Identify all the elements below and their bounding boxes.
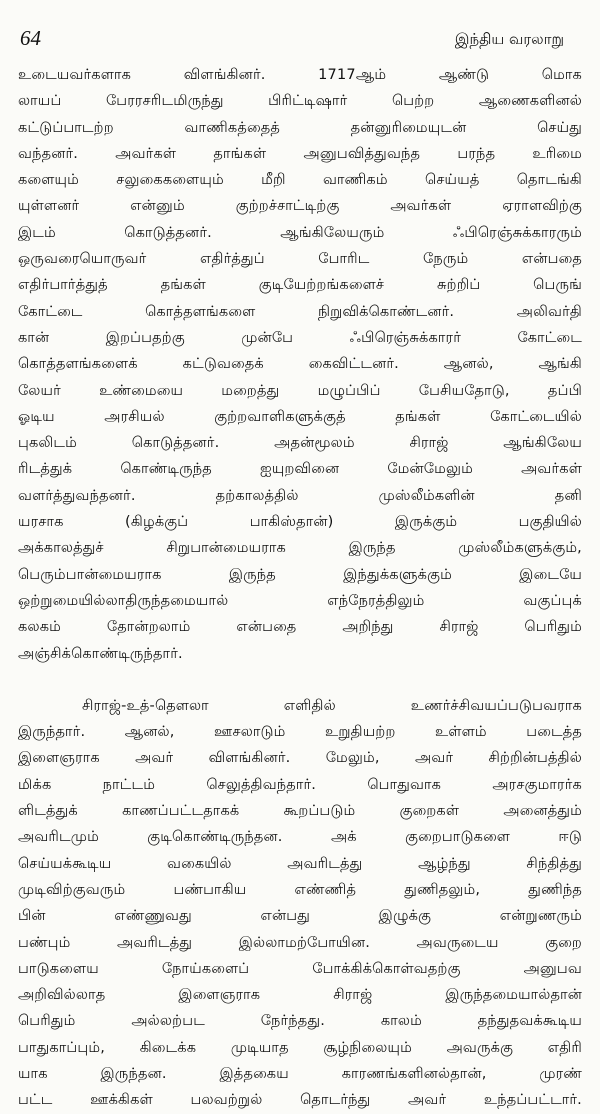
text-line: ஒற்றுமையில்லாதிருந்தமையால் எந்நேரத்திலும் வகுப்புக்	[18, 592, 582, 609]
text-line: சிராஜ்-உத்-தௌலா எளிதில் உணர்ச்சிவயப்படுபவராக	[82, 697, 582, 714]
text-line: பின் எண்ணுவது என்பது இழுக்கு என்றுணரும்	[18, 908, 582, 925]
text-line: அக்காலத்துச் சிறுபான்மையராக இருந்த முஸ்லீம்களுக்கும்,	[18, 540, 582, 557]
paragraph-1	[18, 62, 582, 667]
text-line: ளிடத்துக் காணப்பட்டதாகக் கூறப்படும் குறைகள் அனைத்தும்	[18, 803, 582, 820]
text-line: லாயப் பேரரசரிடமிருந்து பிரிட்டிஷார் பெற்ற ஆணைகளினல்	[18, 93, 582, 110]
paragraph-2	[18, 693, 582, 1114]
text-line: ரிடத்துக் கொண்டிருந்த ஐயுறவினை மேன்மேலும் அவர்கள்	[18, 461, 582, 478]
text-line: ஓடிய அரசியல் குற்றவாளிகளுக்குத் தங்கள் கோட்டையில்	[18, 408, 582, 425]
text-line: இளைஞராக அவர் விளங்கினர். மேலும், அவர் சிற்றின்பத்தில்	[18, 750, 582, 767]
text-line: புகலிடம் கொடுத்தனர். அதன்மூலம் சிராஜ் ஆங்கிலேய	[18, 435, 582, 452]
text-line: அவரிடமும் குடிகொண்டிருந்தன. அக் குறைபாடுகளை ஈடு	[18, 829, 582, 846]
text-line: வந்தனர். அவர்கள் தாங்கள் அனுபவித்துவந்த பரந்த உரிமை	[18, 145, 582, 162]
text-line: கோட்டை கொத்தளங்களை நிறுவிக்கொண்டனர். அலிவர்தி	[18, 303, 582, 320]
text-line: கொத்தளங்களைக் கட்டுவதைக் கைவிட்டனர். ஆனல், ஆங்கி	[18, 356, 582, 373]
text-line: பண்பும் அவரிடத்து இல்லாமற்போயின. அவருடைய குறை	[18, 934, 582, 951]
text-line: கலகம் தோன்றலாம் என்பதை அறிந்து சிராஜ் பெரிதும்	[18, 619, 582, 636]
text-line: மிக்க நாட்டம் செலுத்திவந்தார். பொதுவாக அரசகுமாரர்க	[18, 776, 582, 793]
text-line: ஒருவரையொருவர் எதிர்த்துப் போரிட நேரும் என்பதை	[18, 251, 582, 268]
text-line: பெரிதும் அல்லற்பட நேர்ந்தது. காலம் தந்துதவக்கூடிய	[18, 1013, 582, 1030]
text-line: பாடுகளைய நோய்களைப் போக்கிக்கொள்வதற்கு அனுபவ	[18, 960, 582, 977]
text-line: வளர்த்துவந்தனர். தற்காலத்தில் முஸ்லீம்களின் தனி	[18, 487, 582, 504]
text-line: முடிவிற்குவரும் பண்பாகிய எண்ணித் துணிதலும், துணிந்த	[18, 881, 582, 898]
text-line: யரசாக (கிழக்குப் பாகிஸ்தான்) இருக்கும் பகுதியில்	[18, 514, 582, 531]
text-line: அறிவில்லாத இளைஞராக சிராஜ் இருந்தமையால்தான்	[18, 987, 582, 1004]
text-line: எதிர்பார்த்துத் தங்கள் குடியேற்றங்களைச் சுற்றிப் பெருங்	[18, 277, 582, 294]
text-line: பாதுகாப்பும், கிடைக்க முடியாத சூழ்நிலையும் அவருக்கு எதிரி	[18, 1039, 582, 1056]
text-line: செய்யக்கூடிய வகையில் அவரிடத்து ஆழ்ந்து சிந்தித்து	[18, 855, 582, 872]
text-line: இடம் கொடுத்தனர். ஆங்கிலேயரும் ஃபிரெஞ்சுக்காரரும்	[18, 224, 582, 241]
text-line: யாக இருந்தன. இத்தகைய காரணங்களினல்தான், முரண்	[18, 1065, 582, 1082]
text-line: கான் இறப்பதற்கு முன்பே ஃபிரெஞ்சுக்காரர் கோட்டை	[18, 329, 582, 346]
text-line: களையும் சலுகைகளையும் மீறி வாணிகம் செய்யத் தொடங்கி	[18, 172, 582, 189]
text-line: கட்டுப்பாடற்ற வாணிகத்தைத் தன்னுரிமையுடன் செய்து	[18, 119, 582, 136]
paragraph-gap	[18, 667, 582, 693]
page-number: 64	[20, 26, 41, 50]
text-line: அஞ்சிக்கொண்டிருந்தார்.	[18, 645, 183, 662]
page-header	[18, 22, 582, 62]
running-title: இந்திய வரலாறு	[454, 30, 564, 48]
text-line: லேயர் உண்மையை மறைத்து மழுப்பிப் பேசியதோடு, தப்பி	[18, 382, 582, 399]
text-line: உடையவர்களாக விளங்கினர். 1717ஆம் ஆண்டு மொக	[18, 67, 582, 83]
text-line: பெரும்பான்மையராக இருந்த இந்துக்களுக்கும் இடையே	[18, 566, 582, 583]
text-line: பட்ட ஊக்கிகள் பலவற்றுல் தொடர்ந்து அவர் உந்தப்பட்டார்.	[18, 1092, 582, 1109]
text-line: யுள்ளனர் என்னும் குற்றச்சாட்டிற்கு அவர்கள் ஏராளவிற்கு	[18, 198, 582, 215]
text-line: இருந்தார். ஆனல், ஊசலாடும் உறுதியற்ற உள்ளம் படைத்த	[18, 724, 582, 741]
